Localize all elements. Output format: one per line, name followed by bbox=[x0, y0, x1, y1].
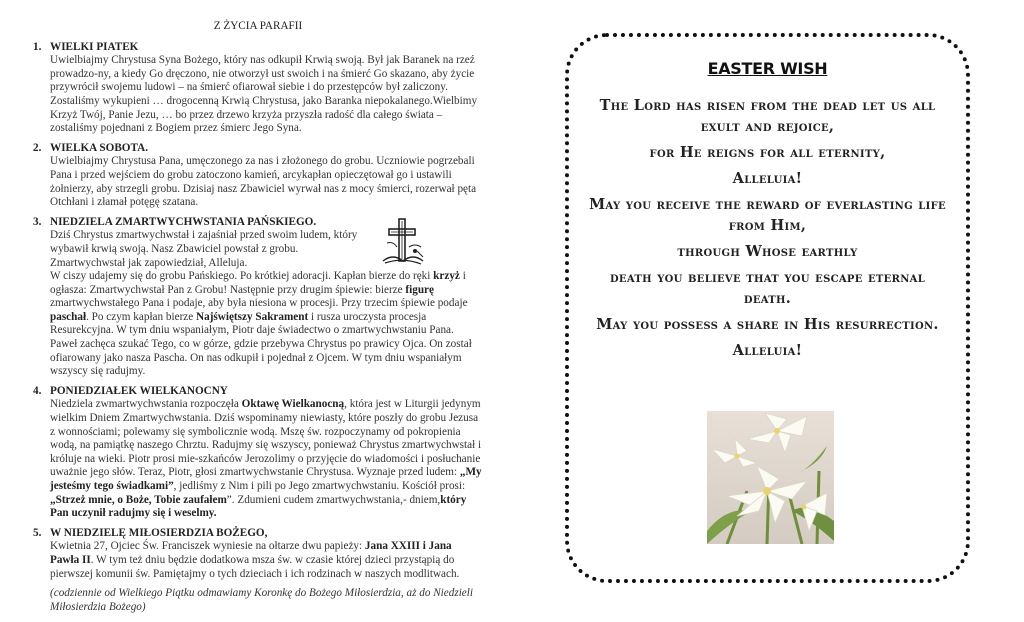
item-number: 3. bbox=[33, 215, 42, 228]
item-number: 2. bbox=[33, 141, 42, 154]
item-title: W NIEDZIELĘ MIŁOSIERDZIA BOŻEGO, bbox=[50, 526, 268, 539]
wish-line: Alleluia! bbox=[732, 342, 803, 359]
wish-line: death you believe that you escape eternal death. bbox=[609, 269, 926, 307]
footnote: (codziennie od Wielkiego Piątku odmawiamy Koronkę do Bożego Miłosierdzia, aż do Niedzieli Miłosierdzia Bożego) bbox=[50, 587, 473, 613]
list-item bbox=[33, 216, 483, 379]
item-number: 5. bbox=[33, 526, 42, 539]
item-text: Kwietnia 27, Ojciec Św. Franciszek wyniesie na ołtarze dwu papieży: Jana XXIII i Jana Pawła II. W tym też dniu będzie dodatkowa msza św. w czasie której dzieci przystąpią do pierwszej komunii św. Pamiętajmy o tych dzieciach i ich rodzinach w naszych modlitwach. bbox=[50, 540, 460, 580]
item-title: WIELKA SOBOTA. bbox=[50, 141, 149, 154]
cross-icon bbox=[379, 217, 427, 267]
easter-wish-card bbox=[565, 33, 970, 583]
item-title: WIELKI PIATEK bbox=[50, 40, 139, 53]
wish-title: EASTER WISH bbox=[707, 59, 828, 78]
wish-line: for He reigns for all eternity, bbox=[649, 144, 886, 161]
easter-lilies-photo bbox=[707, 411, 834, 544]
wish-text bbox=[587, 95, 948, 366]
parish-news-column bbox=[33, 20, 483, 614]
wish-line: through Whose earthly bbox=[677, 243, 858, 260]
item-text: Uwielbiajmy Chrystusa Pana, umęczonego za nas i złożonego do grobu. Uczniowie pogrzebali Pana i przed wejściem do grobu zatoczono kamień, arcykapłan opieczętował go i ustawili żołnierzy, aby strzegli grobu. Dzisiaj nasz Zbawiciel wyrwał nas z mocy śmierci, rozerwał pęta Otchłani i złamał potęgę szatana. bbox=[50, 155, 477, 209]
list-item bbox=[33, 142, 483, 210]
list-item bbox=[33, 385, 483, 521]
list-item bbox=[33, 527, 483, 581]
item-number: 4. bbox=[33, 384, 42, 397]
item-text-continued: W ciszy udajemy się do grobu Pańskiego. Po krótkiej adoracji. Kapłan bierze do ręki krzyż i ogłasza: Zmartwychwstał Pan z Grobu! Następnie przy drugim śpiewie: bierze figurę zmartwychwstałego Pana i podaje, aby była niesiona w procesji. Przy trzecim śpiewie podaje paschał. Po czym kapłan bierze Najświętszy Sakrament i rusza uroczysta procesja Resurekcyjna. W tym dniu wspaniałym, Piotr daje świadectwo o zmartwychwstaniu Pana. Paweł zachęca szukać Tego, co w górze, gdzie przebywa Chrystus po prawicy Ojca. On został ofiarowany jako nasza Pascha. On nas odkupił i pojednał z Ojcem. W tym dniu wspaniałym wszyscy się radujmy. bbox=[50, 270, 472, 378]
section-header: Z ŻYCIA PARAFII bbox=[213, 20, 303, 32]
item-number: 1. bbox=[33, 40, 42, 53]
wish-line: May you possess a share in His resurrection. bbox=[596, 316, 939, 333]
wish-line: The Lord has risen from the dead let us all exult and rejoice, bbox=[599, 97, 936, 135]
item-title: PONIEDZIAŁEK WIELKANOCNY bbox=[50, 384, 228, 397]
item-text: Niedziela zwmartwychwstania rozpoczęła Oktawę Wielkanocną, która jest w Liturgii jedynym wielkim Dniem Zmartwychwstania. Dziś wspominamy niewiasty, które poszły do grobu Jezusa z wonnościami; polewamy się symbolicznie wodą. Mszę św. rozpoczynamy od pokropienia wodą, na pamiątkę naszego Chrztu. Radujmy się wszyscy, ponieważ Chrystus zmartwychwstał i króluje na wieki. Piotr prosi mie-szkańców Jerozolimy o przyjęcie do wiadomości i posłuchanie uważnie jego słów. Teraz, Piotr, głosi zmartwychwstanie Chrystusa. Wyznaje przed ludem: „My jesteśmy tego świadkami”, jedliśmy z Nim i pili po Jego zmartwychwstaniu. Kościół prosi: „Strzeż mnie, o Boże, Tobie zaufałem”. Zdumieni cudem zmartwychwstania,- dniem,który Pan uczynił radujmy się i weselmy. bbox=[50, 398, 482, 520]
wish-line: May you receive the reward of everlasting life from Him, bbox=[589, 196, 946, 234]
item-text: Uwielbiajmy Chrystusa Syna Bożego, który nas odkupił Krwią swoją. Był jak Baranek na rzeź prowadzo-ny, a kiedy Go dręczono, nie otworzył ust swoich i na śmierć Go skazano, aby życie przywrócił swojemu ludowi – na śmierć ofiarował siebie i do przestępców był zaliczony. Zostaliśmy wykupieni … drogocenną Krwią Chrystusa, jako Baranka niepokalanego.Wielbimy Krzyż Twój, Panie Jezu, … bo przez drzewo krzyża przyszła radość dla całego świata – zostaliśmy pojednani z Bogiem przez śmierc Jego Syna. bbox=[50, 54, 478, 135]
item-text: Dziś Chrystus zmartwychwstał i zajaśniał przed swoim ludem, który wybawił krwią swoją. Nasz Zbawiciel powstał z grobu. Zmartwychwstał jak zapowiedział, Alleluja. bbox=[50, 229, 358, 269]
wish-line: Alleluia! bbox=[732, 170, 803, 187]
list-item bbox=[33, 41, 483, 136]
item-title: NIEDZIELA ZMARTWYCHWSTANIA PAŃSKIEGO. bbox=[50, 215, 317, 228]
